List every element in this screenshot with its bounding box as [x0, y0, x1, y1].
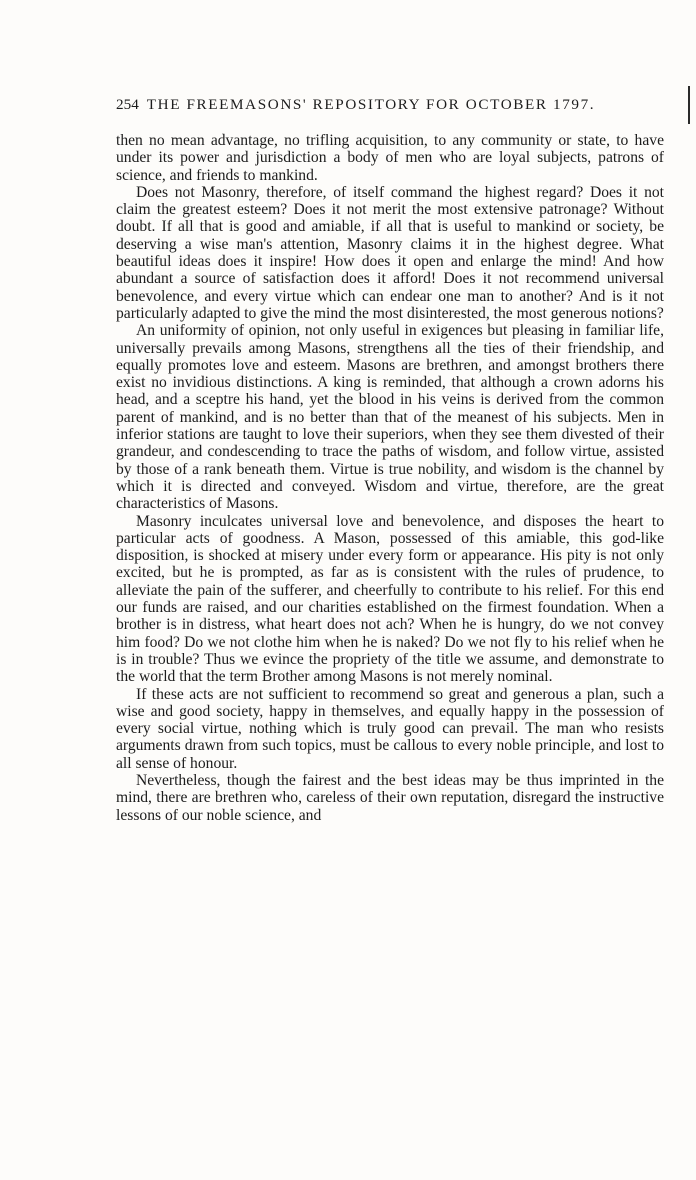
paragraph-4: Masonry inculcates universal love and benevolence, and disposes the heart to particular acts of goodness. A Mason, possessed of this amiable, this god-like disposition, is shocked at misery under every form or appearance. His pity is not only excited, but he is prompted, as far as is consistent with the rules of prudence, to alleviate the pain of the sufferer, and cheerfully to contribute to his relief. For this end our funds are raised, and our charities established on the firmest foundation. When a brother is in distress, what heart does not ach? When he is hungry, do we not convey him food? Do we not clothe him when he is naked? Do we not fly to his relief when he is in trouble? Thus we evince the propriety of the title we assume, and demonstrate to the world that the term Brother among Masons is not merely nominal.	[116, 512, 664, 686]
paragraph-5: If these acts are not sufficient to recommend so great and generous a plan, such a wise and good society, happy in themselves, and equally happy in the possession of every social virtue, nothing which is truly good can prevail. The man who resists arguments drawn from such topics, must be callous to every noble principle, and lost to all sense of honour.	[116, 685, 664, 772]
paragraph-3: An uniformity of opinion, not only useful in exigences but pleasing in familiar life, universally prevails among Masons, strengthens all the ties of their friendship, and equally promotes love and esteem. Masons are brethren, and amongst brothers there exist no invidious distinctions. A king is reminded, that although a crown adorns his head, and a sceptre his hand, yet the blood in his veins is derived from the common parent of mankind, and is no better than that of the meanest of his subjects. Men in inferior stations are taught to love their superiors, when they see them divested of their grandeur, and condescending to trace the paths of wisdom, and follow virtue, assisted by those of a rank beneath them. Virtue is true nobility, and wisdom is the channel by which it is directed and conveyed. Wisdom and virtue, therefore, are the great characteristics of Masons.	[116, 322, 664, 513]
paragraph-2: Does not Masonry, therefore, of itself command the highest regard? Does it not claim the greatest esteem? Does it not merit the most extensive patronage? Without doubt. If all that is good and amiable, if all that is useful to mankind or society, be deserving a wise man's attention, Masonry claims it in the highest degree. What beautiful ideas does it inspire! How does it open and enlarge the mind! And how abundant a source of satisfaction does it afford! Does it not recommend universal benevolence, and every virtue which can endear one man to another? And is it not particularly adapted to give the mind the most disinterested, the most generous notions?	[116, 183, 664, 322]
running-header	[116, 96, 676, 114]
page-number: 254	[116, 96, 139, 113]
paragraph-1: then no mean advantage, no trifling acquisition, to any community or state, to have under its power and jurisdiction a body of men who are loyal subjects, patrons of science, and friends to mankind.	[116, 132, 664, 184]
article-body	[116, 132, 664, 824]
page-edge-mark	[688, 86, 690, 124]
paragraph-6: Nevertheless, though the fairest and the best ideas may be thus imprinted in the mind, there are brethren who, careless of their own reputation, disregard the instructive lessons of our noble science, and	[116, 771, 664, 824]
running-title: THE FREEMASONS' REPOSITORY FOR OCTOBER 1797.	[146, 96, 596, 113]
